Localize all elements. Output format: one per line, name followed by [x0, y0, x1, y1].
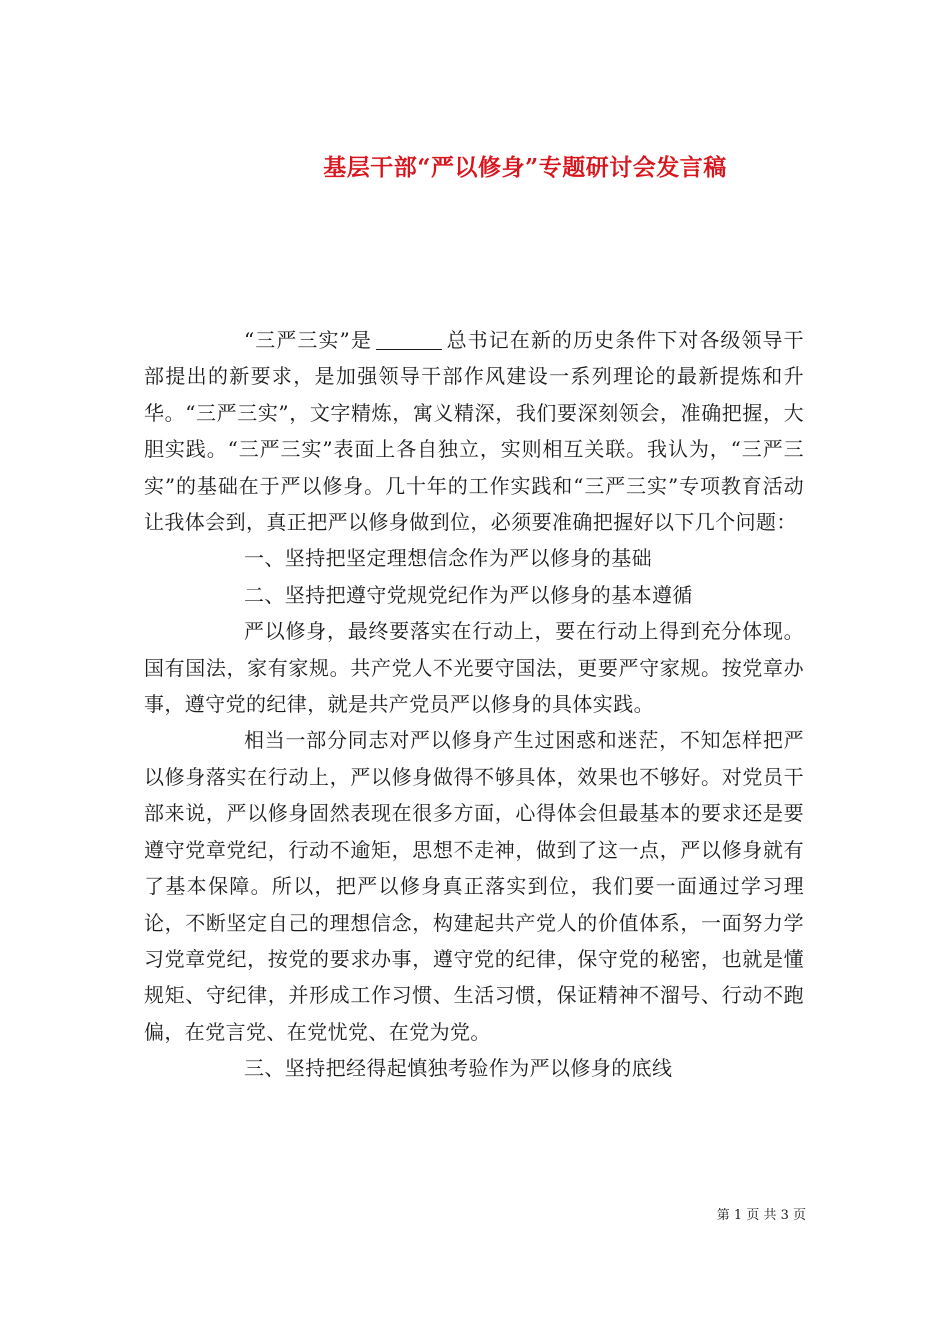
- page-number: 第 1 页 共 3 页: [716, 1208, 806, 1223]
- section-heading-3: 三、坚持把经得起慎独考验作为严以修身的底线: [244, 1056, 673, 1081]
- intro-paragraph: [144, 322, 804, 540]
- section-heading-1: 一、坚持把坚定理想信念作为严以修身的基础: [244, 546, 652, 571]
- intro-text-rest: 总书记在新的历史条件下对各级领导干部提出的新要求，是加强领导干部作风建设一系列理论的最新提炼和升华。“三严三实”，文字精炼，寓义精深，我们要深刻领会，准确把握，大胆实践。“三严三实”表面上各自独立，实则相互关联。我认为，“三严三实”的基础在于严以修身。几十年的工作实践和“三严三实”专项教育活动让我体会到，真正把严以修身做到位，必须要准确把握好以下几个问题：: [144, 328, 804, 535]
- fill-in-blank: [376, 327, 442, 350]
- page-title: 基层干部“严以修身”专题研讨会发言稿: [323, 154, 727, 182]
- section-heading-2: 二、坚持把遵守党规党纪作为严以修身的基本遵循: [244, 582, 693, 607]
- paragraph-3: 相当一部分同志对严以修身产生过困惑和迷茫，不知怎样把严以修身落实在行动上，严以修身做得不够具体，效果也不够好。对党员干部来说，严以修身固然表现在很多方面，心得体会但最基本的要求还是要遵守党章党纪，行动不逾矩，思想不走神，做到了这一点，严以修身就有了基本保障。所以，把严以修身真正落实到位，我们要一面通过学习理论，不断坚定自己的理想信念，构建起共产党人的价值体系，一面努力学习党章党纪，按党的要求办事，遵守党的纪律，保守党的秘密，也就是懂规矩、守纪律，并形成工作习惯、生活习惯，保证精神不溜号、行动不跑偏，在党言党、在党忧党、在党为党。: [144, 728, 804, 1044]
- intro-text-start: “三严三实”是: [244, 328, 372, 352]
- paragraph-2: 严以修身，最终要落实在行动上，要在行动上得到充分体现。国有国法，家有家规。共产党人不光要守国法，更要严守家规。按党章办事，遵守党的纪律，就是共产党员严以修身的具体实践。: [144, 619, 804, 717]
- document-body: [144, 322, 804, 1087]
